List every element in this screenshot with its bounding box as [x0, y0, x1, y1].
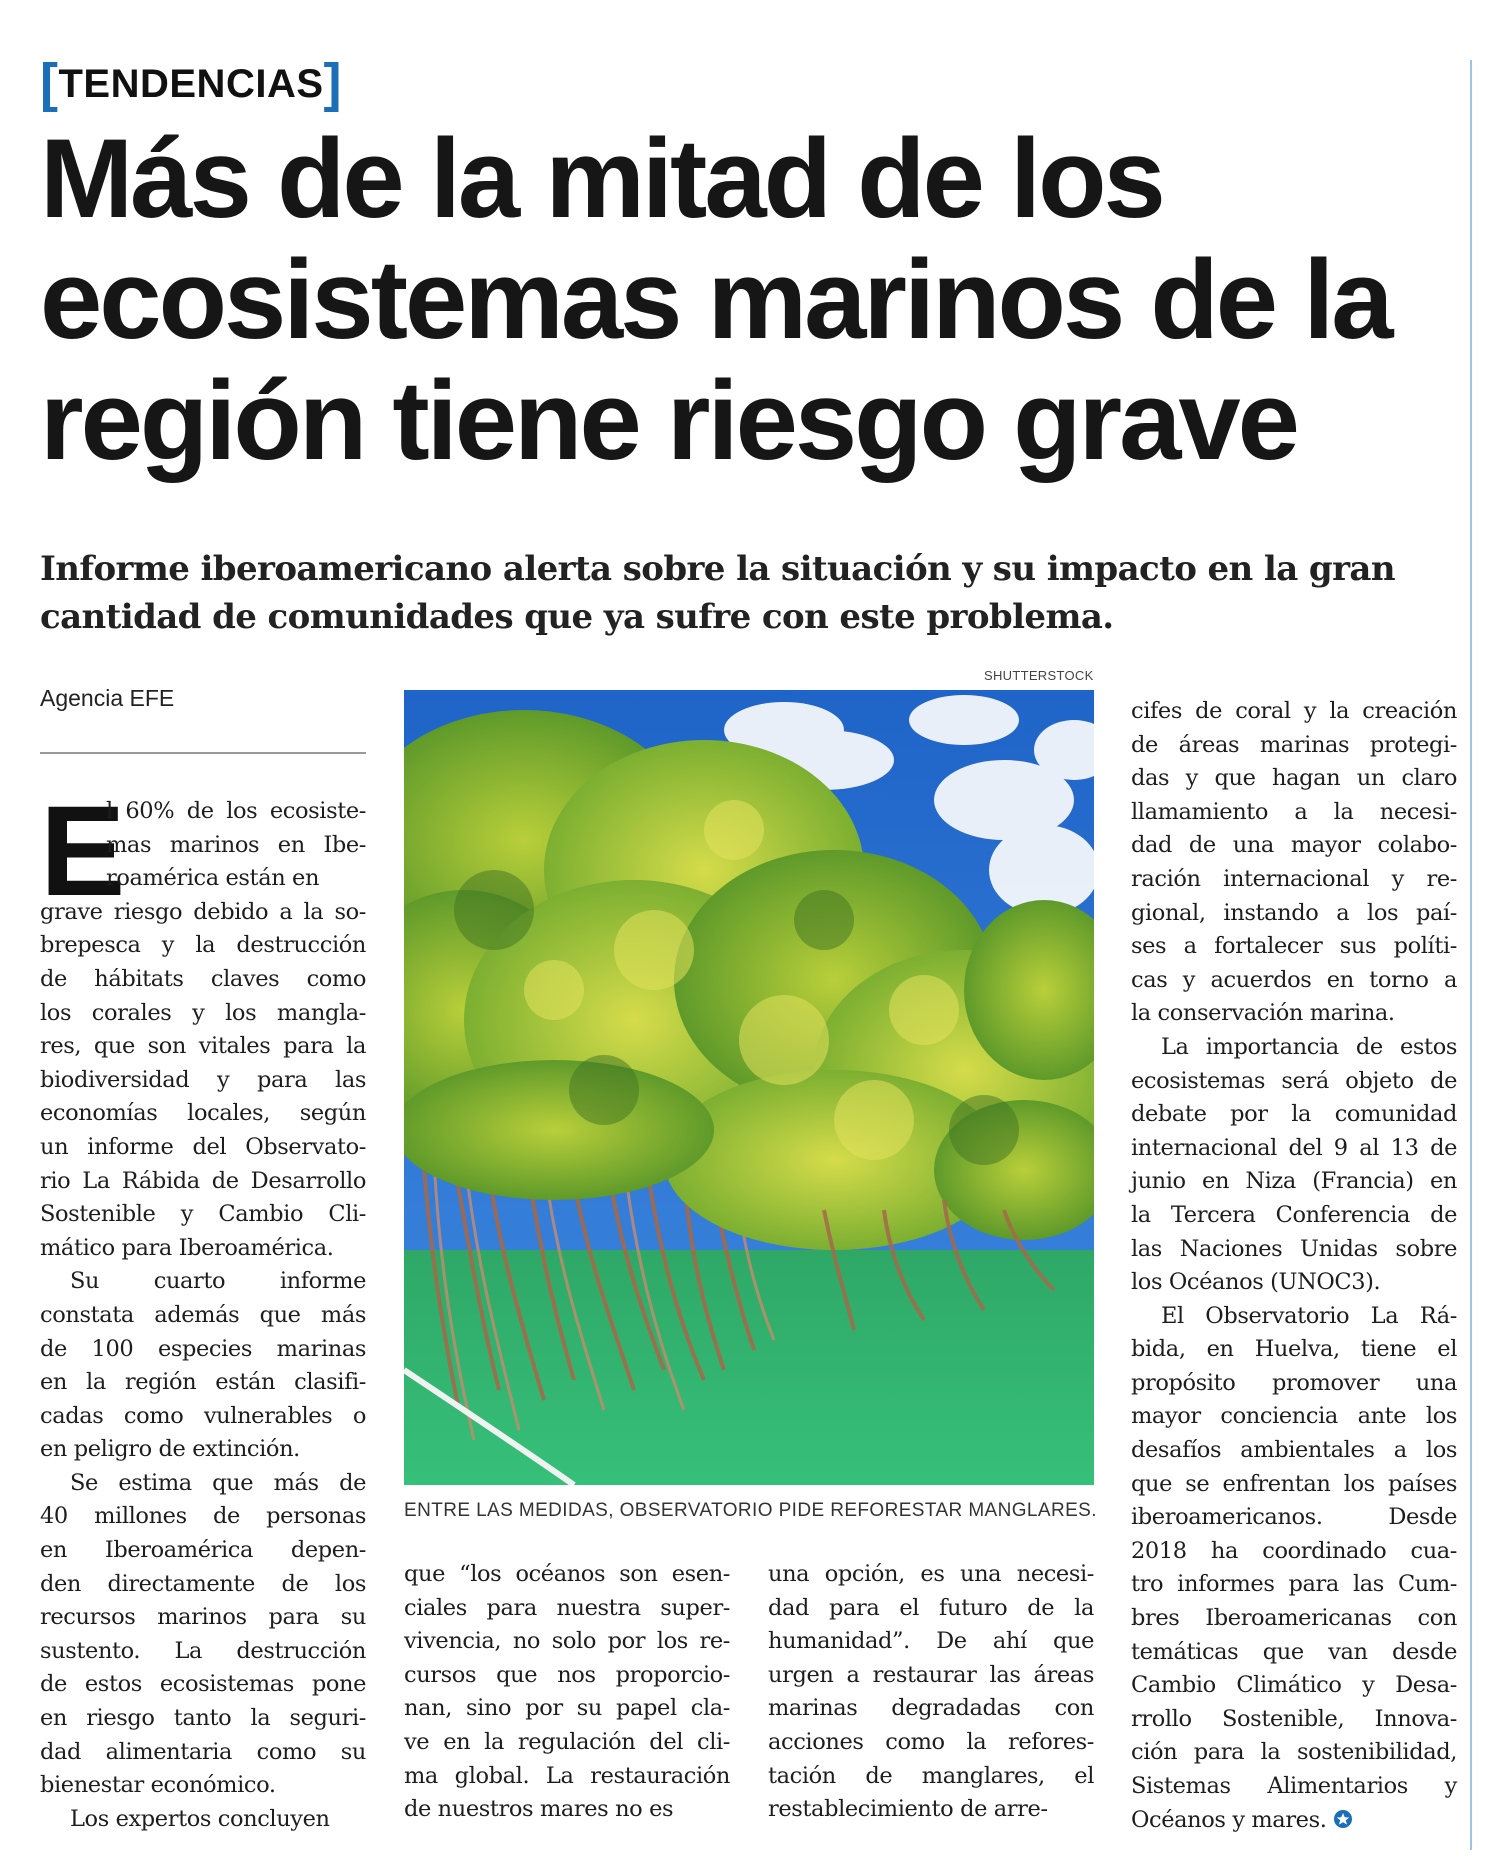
deck-line: Informe iberoamericano alerta sobre la situación y su impacto en la gran — [40, 549, 1395, 589]
body-line: desafíos ambientales a los — [1131, 1437, 1457, 1464]
body-line: que se enfrentan los países — [1131, 1470, 1457, 1497]
star-circle-icon — [1333, 1809, 1353, 1829]
headline-line: Más de la mitad de los — [40, 116, 1163, 241]
deck-subtitle — [40, 545, 1440, 641]
body-line: brepesca y la destrucción — [40, 932, 366, 959]
photo-caption: ENTRE LAS MEDIDAS, OBSERVATORIO PIDE REFORESTAR MANGLARES. — [404, 1500, 1097, 1521]
body-line: temáticas que van desde — [1131, 1638, 1457, 1665]
body-line: sustento. La destrucción — [40, 1637, 366, 1664]
kicker-bracket-left: [ — [40, 53, 59, 113]
body-line: cifes de coral y la creación — [1131, 698, 1457, 724]
body-line: Sistemas Alimentarios y — [1131, 1773, 1457, 1799]
body-line: dad de una mayor colabo- — [1131, 832, 1457, 859]
body-line: Su cuarto informe — [70, 1268, 366, 1295]
body-line: tro informes para las Cum- — [1131, 1571, 1457, 1598]
body-line: bienestar económico. — [40, 1772, 276, 1799]
body-line: bida, en Huelva, tiene el — [1131, 1336, 1457, 1363]
body-line: rrollo Sostenible, Innova- — [1131, 1705, 1457, 1732]
body-line: Cambio Climático y Desa- — [1131, 1672, 1457, 1699]
body-line: restablecimiento de arre- — [768, 1796, 1048, 1823]
body-column-3 — [768, 1558, 1094, 1827]
deck-line: cantidad de comunidades que ya sufre con este problema. — [40, 597, 1114, 637]
body-line: de hábitats claves como — [40, 965, 366, 992]
body-line: vivencia, no solo por los re- — [404, 1628, 730, 1655]
body-line: ción para la sostenibilidad, — [1131, 1739, 1457, 1766]
body-line: cas y acuerdos en torno a — [1131, 966, 1457, 993]
body-line: ses a fortalecer sus políti- — [1131, 933, 1457, 960]
body-line: El Observatorio La Rá- — [1161, 1302, 1457, 1329]
body-line: debate por la comunidad — [1131, 1101, 1457, 1128]
body-line: constata además que más — [40, 1301, 366, 1328]
body-line: urgen a restaurar las áreas — [768, 1661, 1094, 1688]
body-line: Océanos y mares. — [1131, 1806, 1327, 1833]
body-line: das y que hagan un claro — [1131, 765, 1457, 792]
kicker-bracket-right: ] — [323, 53, 342, 113]
body-line: ve en la regulación del cli- — [404, 1728, 730, 1755]
headline-line: región tiene riesgo grave — [40, 358, 1297, 483]
body-line: grave riesgo debido a la so- — [40, 898, 366, 925]
body-line: den directamente de los — [40, 1570, 366, 1597]
body-line: recursos marinos para su — [40, 1604, 366, 1631]
body-line: Se estima que más de — [70, 1469, 366, 1496]
drop-cap: E — [40, 780, 126, 923]
section-kicker — [40, 52, 342, 114]
body-line: internacional del 9 al 13 de — [1131, 1134, 1457, 1161]
photo-credit: SHUTTERSTOCK — [984, 668, 1094, 683]
body-line: marinas degradadas con — [768, 1695, 1094, 1722]
body-line: mas marinos en Ibe- — [106, 831, 366, 858]
body-line: economías locales, según — [40, 1100, 366, 1127]
body-line: Sostenible y Cambio Cli- — [40, 1201, 366, 1228]
body-column-4 — [1131, 695, 1457, 1837]
body-line: que “los océanos son esen- — [404, 1561, 730, 1587]
body-line: las Naciones Unidas sobre — [1131, 1235, 1457, 1262]
body-line: roamérica están en — [106, 865, 320, 892]
body-line: acciones como la refores- — [768, 1728, 1094, 1755]
body-line: Los expertos concluyen — [70, 1805, 330, 1832]
mangrove-illustration — [404, 690, 1094, 1485]
body-line: dad alimentaria como su — [40, 1738, 366, 1765]
body-line: mático para Iberoamérica. — [40, 1234, 334, 1261]
body-line: mayor conciencia ante los — [1131, 1403, 1457, 1430]
byline: Agencia EFE — [40, 685, 175, 711]
body-line: ma global. La restauración — [404, 1762, 730, 1789]
body-line: rio La Rábida de Desarrollo — [40, 1167, 366, 1194]
body-line: cursos que nos proporcio- — [404, 1661, 730, 1688]
body-line: l 60% de los ecosiste- — [106, 798, 366, 824]
body-line-end — [1131, 1804, 1457, 1838]
body-line: propósito promover una — [1131, 1369, 1457, 1396]
page-edge-rule — [1470, 60, 1472, 1850]
body-line: dad para el futuro de la — [768, 1594, 1094, 1621]
body-line: la Tercera Conferencia de — [1131, 1201, 1457, 1228]
body-line: res, que son vitales para la — [40, 1033, 366, 1060]
body-line: La importancia de estos — [1161, 1033, 1457, 1060]
body-line: en Iberoamérica depen- — [40, 1537, 366, 1564]
headline — [40, 118, 1460, 481]
headline-line: ecosistemas marinos de la — [40, 237, 1391, 362]
body-line: en riesgo tanto la seguri- — [40, 1705, 366, 1732]
mangrove-photo — [404, 690, 1094, 1485]
body-line: humanidad”. De ahí que — [768, 1628, 1094, 1655]
body-line: en peligro de extinción. — [40, 1436, 300, 1463]
body-line: nan, sino por su papel cla- — [404, 1695, 730, 1722]
body-line: la conservación marina. — [1131, 1000, 1395, 1027]
body-line: ración internacional y re- — [1131, 865, 1457, 892]
kicker-label: TENDENCIAS — [58, 62, 324, 106]
body-line: tación de manglares, el — [768, 1762, 1094, 1789]
byline-divider — [40, 752, 366, 754]
body-line: los Océanos (UNOC3). — [1131, 1269, 1381, 1296]
body-line: un informe del Observato- — [40, 1133, 366, 1160]
body-line: 2018 ha coordinado cua- — [1131, 1537, 1457, 1564]
body-line: bres Iberoamericanas con — [1131, 1605, 1457, 1632]
body-line: una opción, es una necesi- — [768, 1561, 1094, 1587]
body-column-2 — [404, 1558, 730, 1827]
body-line: de nuestros mares no es — [404, 1796, 674, 1823]
body-line: en la región están clasifi- — [40, 1369, 366, 1396]
body-line: iberoamericanos. Desde — [1131, 1504, 1457, 1531]
body-line: ecosistemas será objeto de — [1131, 1067, 1457, 1094]
body-line: gional, instando a los paí- — [1131, 899, 1457, 926]
body-line: junio en Niza (Francia) en — [1131, 1168, 1457, 1195]
body-line: los corales y los mangla- — [40, 999, 366, 1026]
body-line: de 100 especies marinas — [40, 1335, 366, 1362]
body-line: de áreas marinas protegi- — [1131, 731, 1457, 758]
body-line: llamamiento a la necesi- — [1131, 798, 1457, 825]
body-column-1 — [40, 780, 366, 1836]
body-line: biodiversidad y para las — [40, 1066, 366, 1093]
body-line: cadas como vulnerables o — [40, 1402, 366, 1429]
body-line: 40 millones de personas — [40, 1503, 366, 1530]
body-line: ciales para nuestra super- — [404, 1594, 730, 1621]
body-line: de estos ecosistemas pone — [40, 1671, 366, 1698]
